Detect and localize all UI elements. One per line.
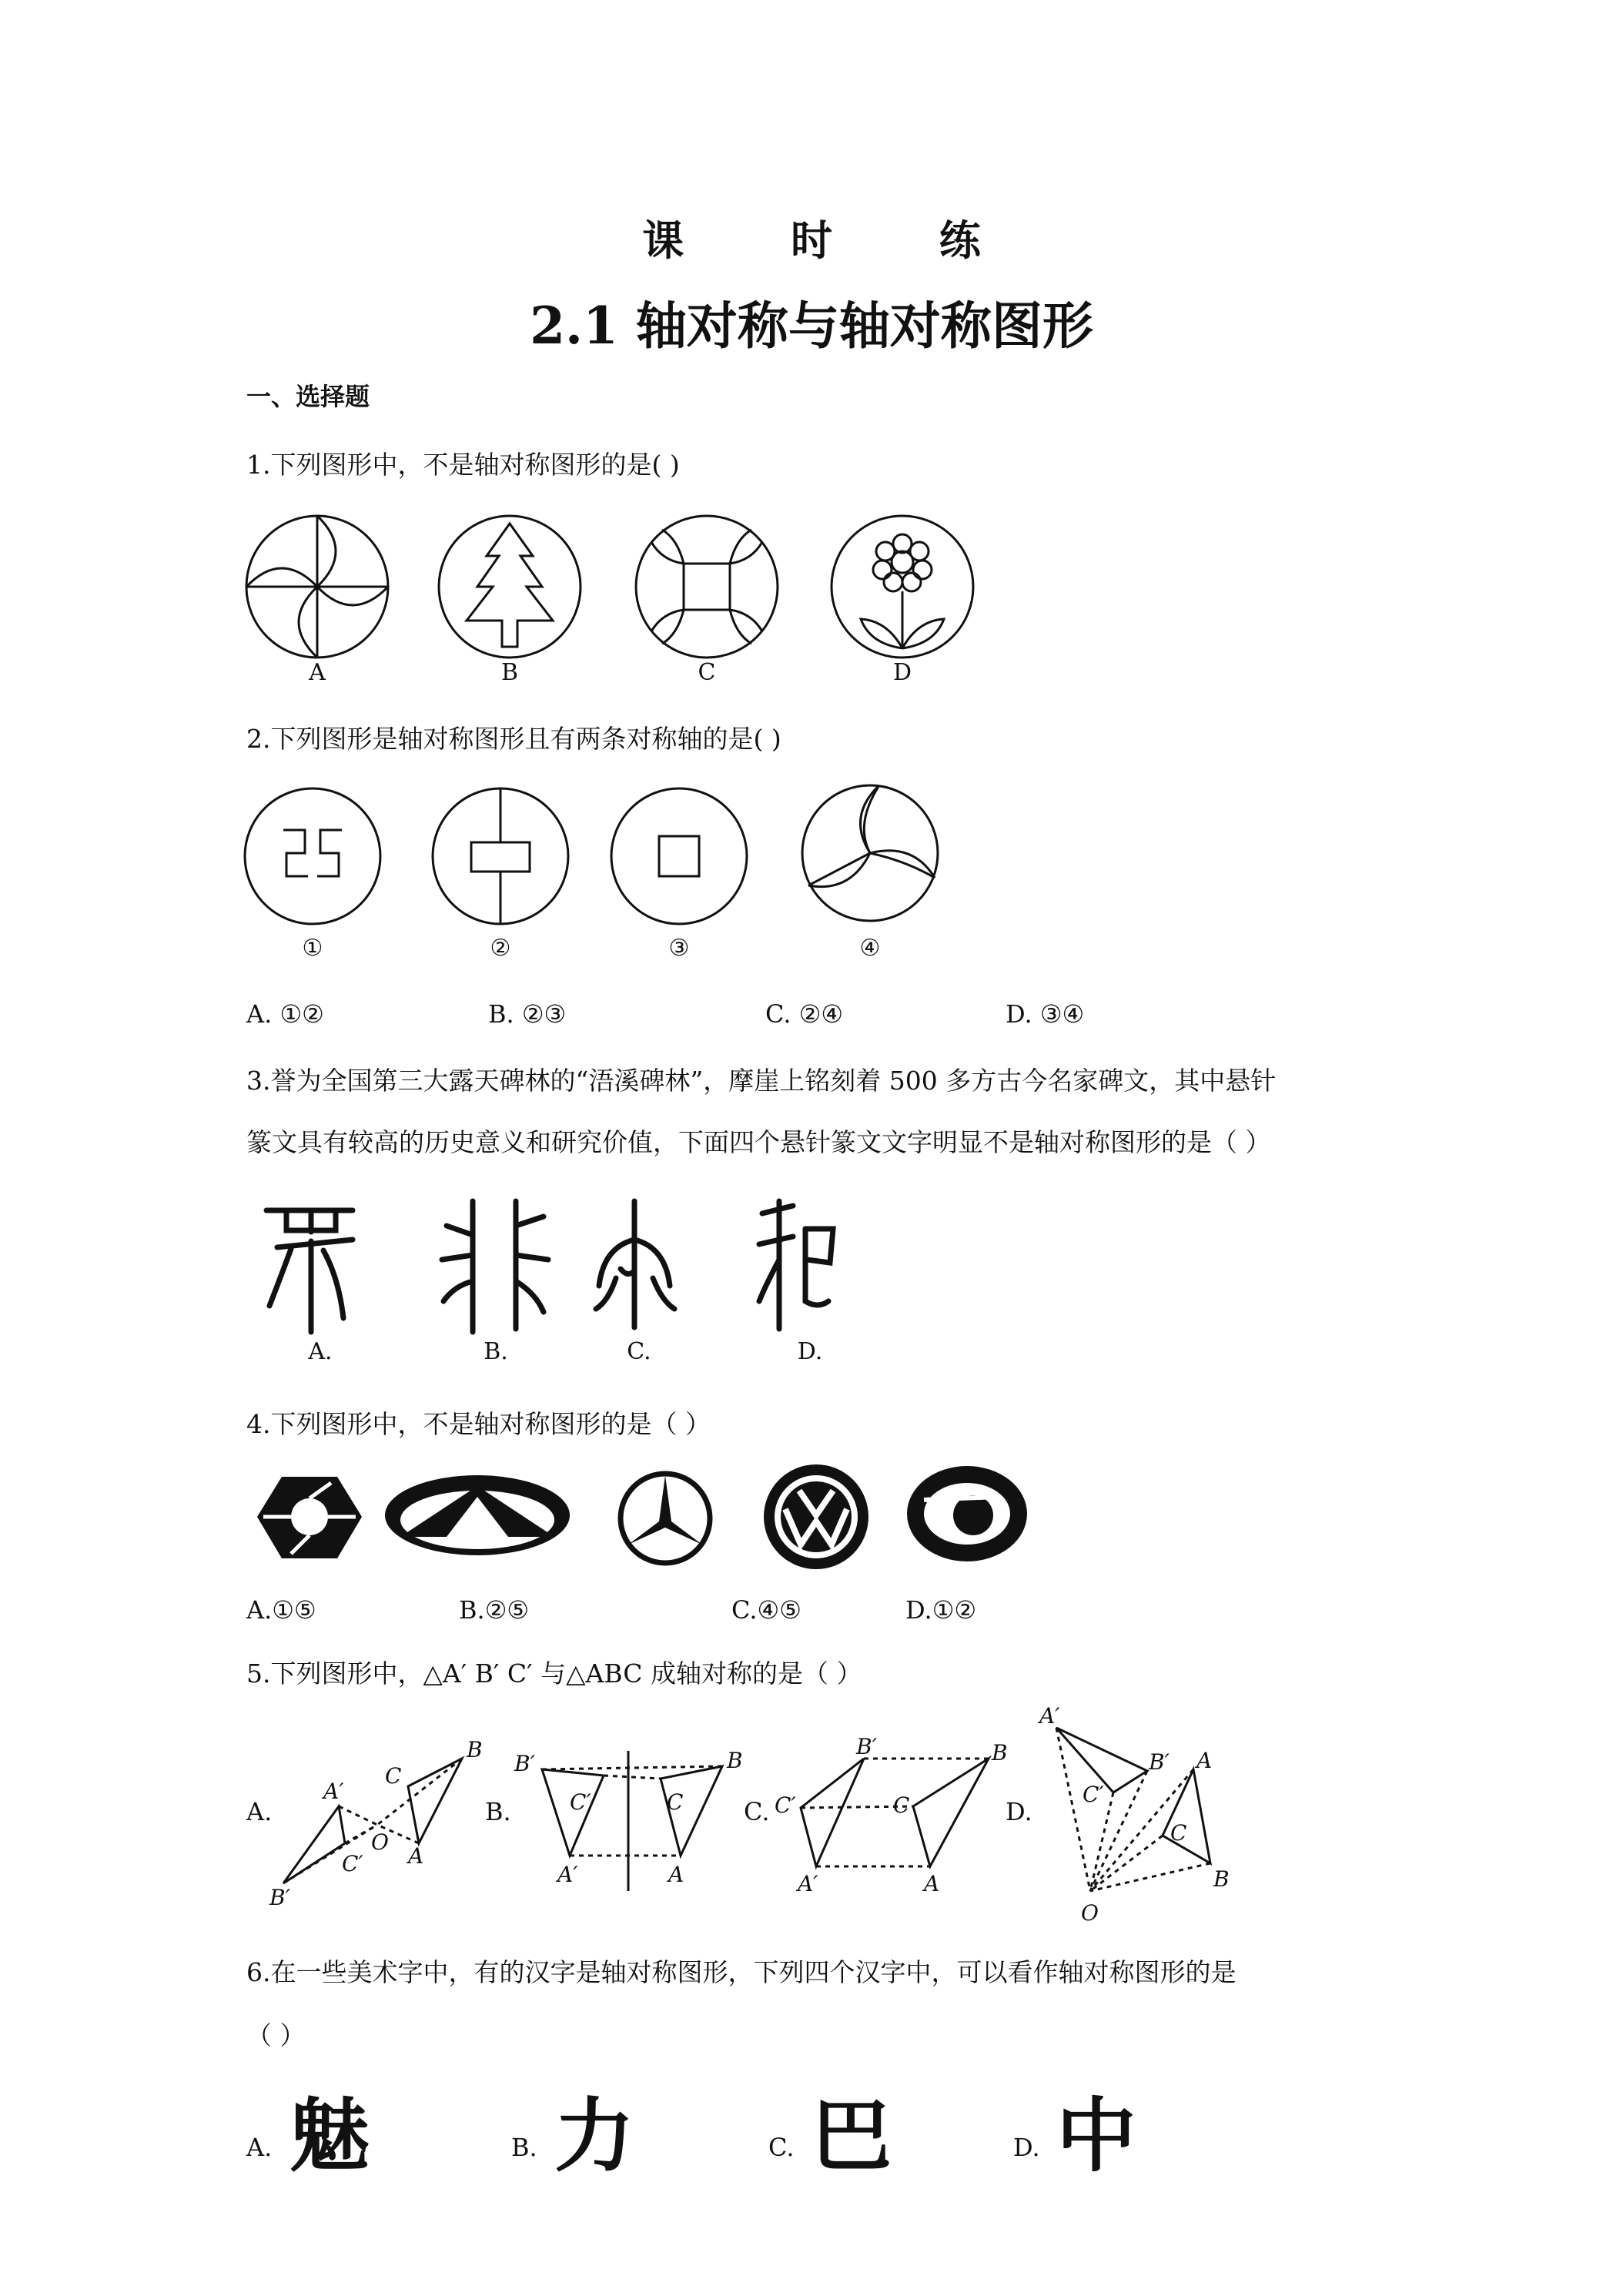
- q6-option-b: B.: [511, 2133, 537, 2162]
- q2-label-2: ②: [490, 935, 511, 962]
- q5b-label-a1: A′: [557, 1862, 578, 1887]
- q4-option-c: C.④⑤: [731, 1595, 801, 1625]
- question-5-text: 5.下列图形中，△A′ B′ C′ 与△ABC 成轴对称的是（ ）: [246, 1658, 862, 1689]
- q5-option-d: D.: [1006, 1797, 1032, 1826]
- q4-option-d: D.①②: [905, 1595, 977, 1625]
- q2-option-c: C. ②④: [765, 999, 844, 1029]
- q1-label-c: C: [698, 659, 716, 686]
- q5b-label-a: A: [668, 1862, 684, 1887]
- question-3-text-line2: 篆文具有较高的历史意义和研究价值，下面四个悬针篆文文字明显不是轴对称图形的是（ ）: [246, 1127, 1271, 1157]
- q3-label-c: C.: [627, 1338, 651, 1365]
- q5d-label-b: B: [1213, 1866, 1230, 1892]
- question-4-text: 4.下列图形中，不是轴对称图形的是（ ）: [246, 1409, 711, 1439]
- section-title: 一、选择题: [246, 382, 370, 411]
- question-6-text-line1: 6.在一些美术字中，有的汉字是轴对称图形，下列四个汉字中，可以看作轴对称图形的是: [246, 1957, 1236, 1987]
- q5a-label-o: O: [371, 1829, 389, 1855]
- q5a-label-a1: A′: [323, 1779, 344, 1804]
- q6-option-a: A.: [246, 2133, 273, 2162]
- q2-label-3: ③: [668, 935, 690, 962]
- q5d-label-c1: C′: [1083, 1782, 1104, 1807]
- q5d-label-o: O: [1081, 1900, 1099, 1926]
- q3-label-a: A.: [308, 1338, 333, 1365]
- q5-figure-a: [283, 1759, 462, 1883]
- q2-option-b: B. ②③: [488, 999, 567, 1029]
- q2-option-a: A. ①②: [246, 999, 324, 1029]
- q5c-label-b: B: [992, 1740, 1008, 1766]
- q5a-label-c1: C′: [342, 1851, 363, 1876]
- q5-option-b: B.: [485, 1797, 511, 1826]
- q5c-label-b1: B′: [856, 1734, 877, 1759]
- q5c-label-c1: C′: [775, 1792, 796, 1818]
- q5d-label-c: C: [1170, 1820, 1187, 1846]
- q4-option-a: A.①⑤: [246, 1595, 316, 1625]
- q1-label-b: B: [500, 659, 519, 686]
- q2-label-1: ①: [302, 935, 323, 962]
- q4-option-b: B.②⑤: [459, 1595, 530, 1625]
- question-1-text: 1.下列图形中，不是轴对称图形的是( ): [246, 450, 680, 480]
- q5a-label-a: A: [408, 1843, 424, 1869]
- q5a-label-c: C: [385, 1763, 402, 1789]
- page-title: 课 时 练: [642, 216, 1027, 265]
- q6-character-b: 力: [554, 2089, 635, 2183]
- q5a-label-b: B: [467, 1737, 483, 1762]
- q6-option-c: C.: [768, 2133, 795, 2162]
- question-2-text: 2.下列图形是轴对称图形且有两条对称轴的是( ): [246, 724, 781, 754]
- q5-figure-d: [1056, 1728, 1213, 1891]
- q6-character-d: 中: [1056, 2089, 1137, 2183]
- q5d-label-b1: B′: [1149, 1749, 1170, 1775]
- q6-option-d: D.: [1013, 2133, 1040, 2162]
- q1-label-a: A: [309, 659, 326, 686]
- q3-label-b: B.: [484, 1338, 508, 1365]
- q5c-label-a: A: [924, 1871, 940, 1896]
- q5a-label-b1: B′: [269, 1885, 290, 1910]
- question-6-text-line2: （ ）: [246, 2020, 306, 2050]
- q1-label-d: D: [892, 659, 912, 686]
- q5d-label-a1: A′: [1039, 1703, 1060, 1729]
- lesson-title: 2.1 轴对称与轴对称图形: [530, 296, 1093, 356]
- q5b-label-b1: B′: [514, 1751, 535, 1776]
- q5b-label-c: C: [667, 1789, 684, 1815]
- q5b-label-c1: C′: [570, 1789, 591, 1815]
- q2-option-d: D. ③④: [1006, 999, 1085, 1029]
- q3-label-d: D.: [797, 1338, 823, 1365]
- q5b-label-b: B: [727, 1748, 743, 1773]
- q5c-label-a1: A′: [798, 1871, 818, 1896]
- q5-option-a: A.: [246, 1797, 273, 1826]
- question-3-text-line1: 3.誉为全国第三大露天碑林的“浯溪碑林”，摩崖上铭刻着 500 多方古今名家碑文，其中悬针: [246, 1066, 1277, 1096]
- q2-label-4: ④: [859, 935, 881, 962]
- q5d-label-a: A: [1196, 1748, 1213, 1773]
- q5-option-c: C.: [744, 1797, 770, 1826]
- q5c-label-c: C: [893, 1792, 910, 1818]
- q6-character-c: 巴: [812, 2089, 892, 2183]
- q6-character-a: 魅: [289, 2089, 370, 2183]
